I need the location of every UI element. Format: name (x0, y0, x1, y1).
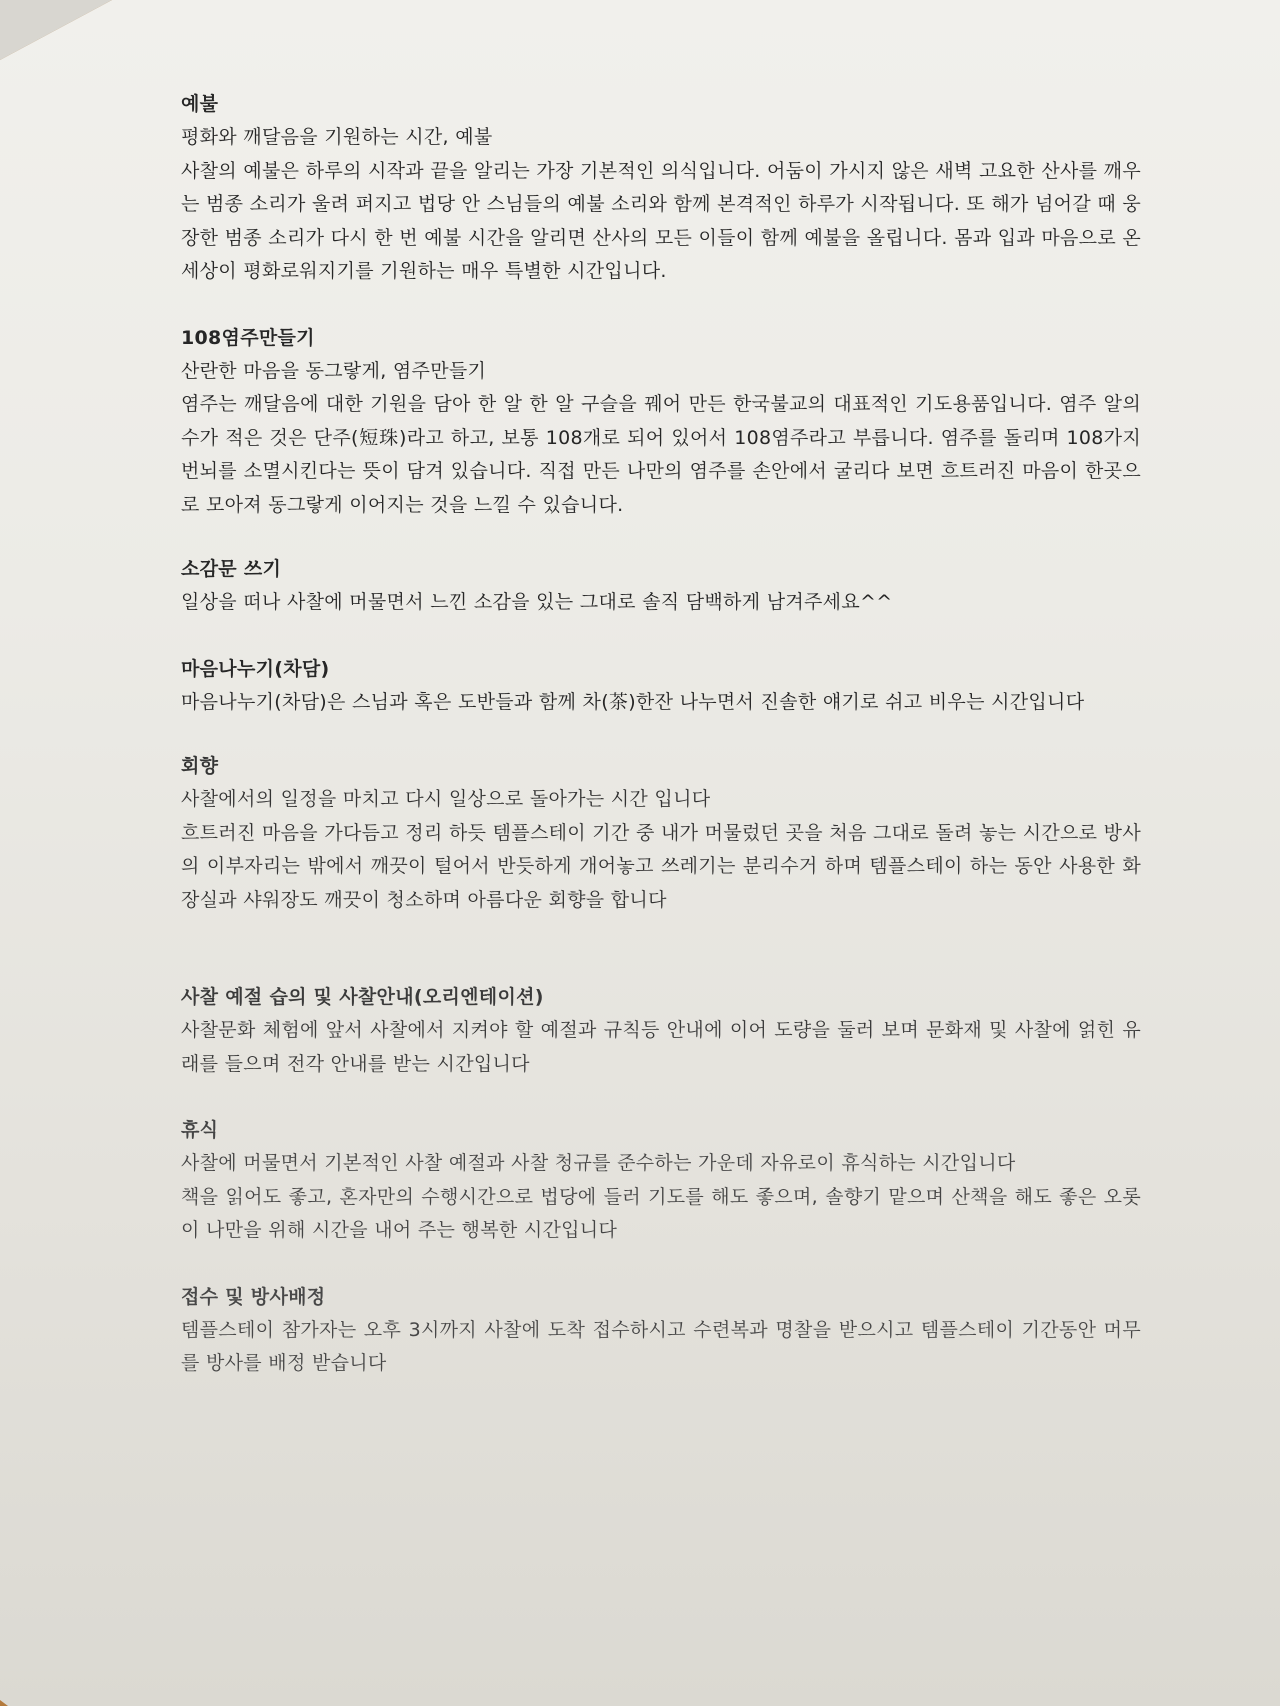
section-paragraph: 책을 읽어도 좋고, 혼자만의 수행시간으로 법당에 들러 기도를 해도 좋으며, 솔향기 맡으며 산책을 해도 좋은 오롯이 나만을 위해 시간을 내어 주는 행복한 시간입니다 (181, 1185, 1141, 1241)
document-body (181, 88, 1141, 1381)
section-title: 회향 (181, 755, 219, 777)
section-paragraph: 템플스테이 참가자는 오후 3시까지 사찰에 도착 접수하시고 수련복과 명찰을 받으시고 템플스테이 기간동안 머무를 방사를 배정 받습니다 (181, 1318, 1141, 1374)
section-title: 108염주만들기 (181, 326, 315, 349)
section-paragraph: 사찰에서의 일정을 마치고 다시 일상으로 돌아가는 시간 입니다 (181, 788, 711, 810)
section-closing (181, 750, 1141, 917)
section-paragraph: 염주는 깨달음에 대한 기원을 담아 한 알 한 알 구슬을 꿰어 만든 한국불교의 대표적인 기도용품입니다. 염주 알의 수가 적은 것은 단주(短珠)라고 하고, 보통 108개로 되어 있어서 108염주라고 부릅니다. 염주를 돌리며 108가지 번뇌를 소멸시킨다는 뜻이 담겨 있습니다. 직접 만든 나만의 염주를 손안에서 굴리다 보면 흐트러진 마음이 한곳으로 모아져 동그랗게 이어지는 것을 느낄 수 있습니다. (181, 393, 1141, 516)
section-review-writing (181, 553, 1141, 620)
section-paragraph: 사찰문화 체험에 앞서 사찰에서 지켜야 할 예절과 규칙등 안내에 이어 도량을 둘러 보며 문화재 및 사찰에 얽힌 유래를 들으며 전각 안내를 받는 시간입니다 (181, 1019, 1141, 1075)
section-subtitle: 산란한 마음을 동그랗게, 염주만들기 (181, 359, 487, 382)
section-rest (181, 1114, 1141, 1248)
section-title: 마음나누기(차담) (181, 657, 330, 680)
section-title: 휴식 (181, 1119, 219, 1141)
section-paragraph: 사찰에 머물면서 기본적인 사찰 예절과 사찰 청규를 준수하는 가운데 자유로이 휴식하는 시간입니다 (181, 1152, 1016, 1174)
section-subtitle: 평화와 깨달음을 기원하는 시간, 예불 (181, 126, 493, 148)
section-title: 접수 및 방사배정 (181, 1285, 326, 1308)
section-orientation (181, 981, 1141, 1081)
section-paragraph: 흐트러진 마음을 가다듬고 정리 하듯 템플스테이 기간 중 내가 머물렀던 곳을 처음 그대로 돌려 놓는 시간으로 방사의 이부자리는 밖에서 깨끗이 털어서 반듯하게 개어놓고 쓰레기는 분리수거 하며 템플스테이 하는 동안 사용한 화장실과 샤워장도 깨끗이 청소하며 아름다운 회향을 합니다 (181, 821, 1141, 911)
section-paragraph: 마음나누기(차담)은 스님과 혹은 도반들과 함께 차(茶)한잔 나누면서 진솔한 얘기로 쉬고 비우는 시간입니다 (181, 690, 1085, 713)
section-title: 소감문 쓰기 (181, 558, 282, 580)
section-title: 사찰 예절 습의 및 사찰안내(오리엔테이션) (181, 986, 544, 1008)
section-108-beads (181, 322, 1141, 523)
section-tea-talk (181, 653, 1141, 720)
section-checkin (181, 1281, 1141, 1381)
section-yebul (181, 88, 1141, 289)
section-paragraph: 사찰의 예불은 하루의 시작과 끝을 알리는 가장 기본적인 의식입니다. 어둠이 가시지 않은 새벽 고요한 산사를 깨우는 범종 소리가 울려 퍼지고 법당 안 스님들의 예불 소리와 함께 본격적인 하루가 시작됩니다. 또 해가 넘어갈 때 웅장한 범종 소리가 다시 한 번 예불 시간을 알리면 산사의 모든 이들이 함께 예불을 올립니다. 몸과 입과 마음으로 온 세상이 평화로워지기를 기원하는 매우 특별한 시간입니다. (181, 159, 1141, 282)
section-title: 예불 (181, 93, 219, 115)
section-paragraph: 일상을 떠나 사찰에 머물면서 느낀 소감을 있는 그대로 솔직 담백하게 남겨주세요^^ (181, 591, 893, 613)
